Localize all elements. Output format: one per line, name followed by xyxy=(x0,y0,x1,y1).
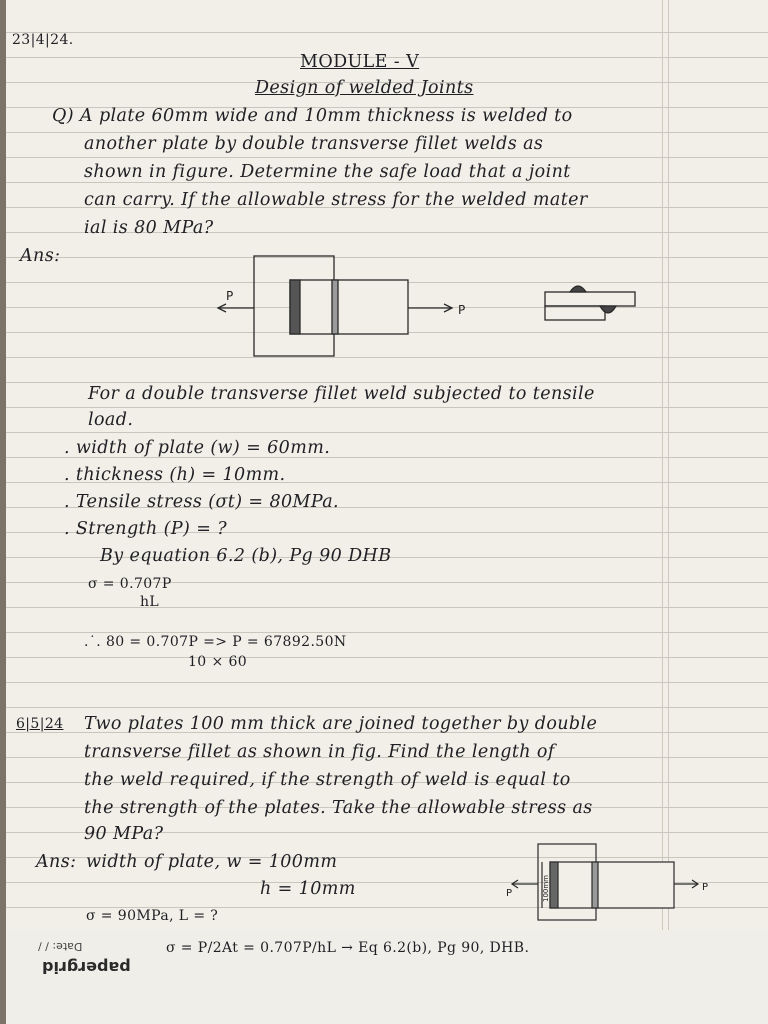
weld-figure-2 xyxy=(498,840,718,924)
fig1-p-right: P xyxy=(458,303,466,317)
q2-line: the weld required, if the strength of weld is equal to xyxy=(84,770,571,790)
fig2-p-right: P xyxy=(702,882,709,893)
plate-bottom xyxy=(290,280,408,334)
q1-line: another plate by double transverse fillet welds as xyxy=(84,134,544,154)
side-view-bottom xyxy=(545,306,605,320)
date-1: 23|4|24. xyxy=(12,32,74,48)
weld2-right xyxy=(592,862,598,908)
bottom-formula: σ = P/2At = 0.707P/hL → Eq 6.2(b), Pg 90, DHB. xyxy=(166,940,530,956)
papergrid-logo: papergrid xyxy=(42,958,131,977)
calc-top: .˙. 80 = 0.707P => P = 67892.50N xyxy=(84,634,347,650)
q1-line: shown in figure. Determine the safe load that a joint xyxy=(84,162,571,182)
weld-bead-bottom xyxy=(600,306,616,313)
weld-left xyxy=(290,280,300,334)
q1-line: ial is 80 MPa? xyxy=(84,218,214,238)
q2-line: Two plates 100 mm thick are joined together by double xyxy=(84,714,598,734)
ans1-label: Ans: xyxy=(20,246,61,266)
side-view-top xyxy=(545,292,635,306)
fig2-p-left: P xyxy=(506,888,513,899)
formula-bottom: hL xyxy=(140,594,160,610)
weld-right xyxy=(332,280,338,334)
ans1-intro: For a double transverse fillet weld subjected to tensile xyxy=(88,384,595,404)
q1-line: can carry. If the allowable stress for the welded mater xyxy=(84,190,588,210)
ans2-label: Ans: xyxy=(36,852,77,872)
ans2-line: σ = 90MPa, L = ? xyxy=(86,908,219,924)
module-title: MODULE - V xyxy=(300,52,420,72)
weld-figure-1 xyxy=(200,248,650,368)
ans2-line: h = 10mm xyxy=(260,879,356,899)
plate2-bottom xyxy=(550,862,674,908)
calc-bottom: 10 × 60 xyxy=(188,654,248,670)
q1-line: Q) A plate 60mm wide and 10mm thickness is welded to xyxy=(52,106,573,126)
fig1-p-left: P xyxy=(226,289,234,303)
footer-date-label: Date: / / xyxy=(38,940,83,953)
fig2-dim: 100mm xyxy=(542,875,550,902)
equation-ref: By equation 6.2 (b), Pg 90 DHB xyxy=(100,546,392,566)
ans1-intro: load. xyxy=(88,410,134,430)
ans1-item: . Tensile stress (σt) = 80MPa. xyxy=(64,492,340,512)
formula-top: σ = 0.707P xyxy=(88,576,172,592)
weld-bead-top xyxy=(570,286,586,292)
weld2-left xyxy=(550,862,558,908)
ans1-item: . width of plate (w) = 60mm. xyxy=(64,438,331,458)
q2-line: the strength of the plates. Take the allowable stress as xyxy=(84,798,593,818)
ans2-line: width of plate, w = 100mm xyxy=(86,852,338,872)
ans1-item: . thickness (h) = 10mm. xyxy=(64,465,286,485)
date-2: 6|5|24 xyxy=(16,716,64,732)
q2-line: 90 MPa? xyxy=(84,824,164,844)
ans1-item: . Strength (P) = ? xyxy=(64,519,228,539)
topic-title: Design of welded Joints xyxy=(255,78,474,98)
q2-line: transverse fillet as shown in fig. Find the length of xyxy=(84,742,555,762)
